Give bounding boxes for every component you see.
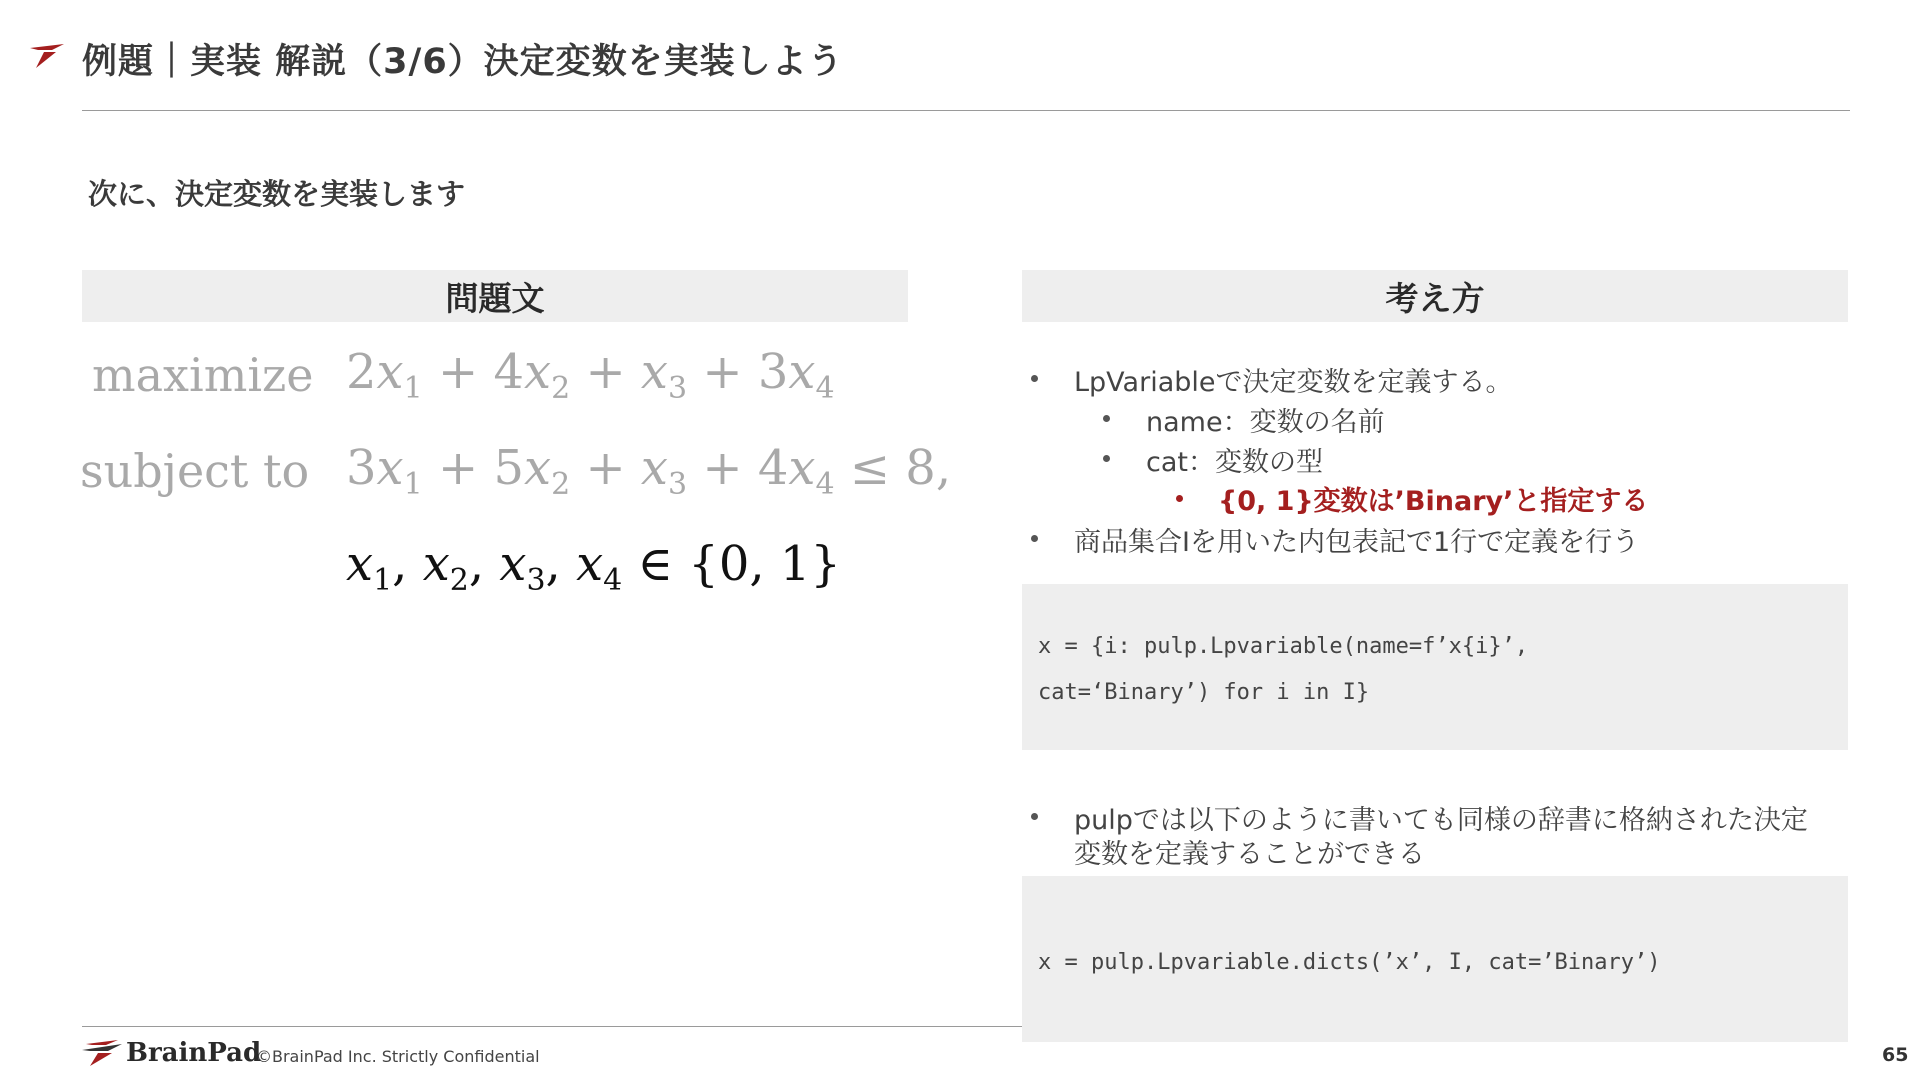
sub: 3	[668, 467, 688, 502]
var: x	[422, 536, 450, 592]
sub: 4	[603, 563, 623, 598]
sub: 2	[449, 563, 469, 598]
coef: + 3	[702, 344, 789, 400]
constraint-expression	[346, 440, 952, 502]
bullet-name-arg: name：変数の名前	[1146, 407, 1385, 438]
var: x	[346, 536, 374, 592]
sub: 2	[551, 467, 571, 502]
rhs: ≤ 8,	[849, 440, 952, 496]
var: x	[524, 344, 552, 400]
var: x	[788, 440, 816, 496]
coef: + 4	[437, 344, 524, 400]
slide-subtitle: 次に、決定変数を実装します	[88, 177, 466, 211]
coef: +	[585, 440, 641, 496]
bullet-dicts-line1: pulpでは以下のように書いても同様の辞書に格納された決定	[1074, 805, 1808, 836]
sep: ,	[545, 536, 577, 592]
var: x	[376, 344, 404, 400]
code-block-comprehension	[1022, 584, 1848, 750]
bullet-dicts-line2: 変数を定義することができる	[1074, 839, 1425, 870]
coef: + 4	[702, 440, 789, 496]
bullet-lpvariable: LpVariableで決定変数を定義する。	[1074, 367, 1513, 398]
bullet-icon	[1176, 495, 1183, 502]
var: x	[499, 536, 527, 592]
sub: 2	[551, 371, 571, 406]
footer-brand: BrainPad	[126, 1038, 262, 1068]
page-title: 例題｜実装 解説（3/6）決定変数を実装しよう	[82, 42, 844, 82]
coef: 2	[346, 344, 377, 400]
bullet-icon	[1031, 375, 1038, 382]
approach-heading-label: 考え方	[1385, 278, 1485, 318]
var: x	[524, 440, 552, 496]
sep: ,	[468, 536, 500, 592]
sub: 3	[668, 371, 688, 406]
page-number: 65	[1882, 1044, 1909, 1066]
set: ∈ {0, 1}	[637, 536, 841, 592]
objective-expression	[346, 344, 835, 406]
var: x	[576, 536, 604, 592]
brand-logo-icon	[30, 44, 66, 70]
sub: 1	[373, 563, 393, 598]
var: x	[640, 440, 668, 496]
brainpad-logo-icon	[82, 1040, 126, 1066]
var: x	[788, 344, 816, 400]
bullet-icon	[1031, 535, 1038, 542]
sub: 1	[403, 371, 423, 406]
code-line: x = {i: pulp.Lpvariable(name=f’x{i}’,	[1038, 634, 1529, 659]
bullet-icon	[1103, 415, 1110, 422]
sep: ,	[392, 536, 423, 592]
bullet-icon	[1031, 813, 1038, 820]
bullet-comprehension: 商品集合Iを用いた内包表記で1行で定義を行う	[1074, 527, 1640, 558]
maximize-keyword: maximize	[92, 348, 314, 402]
var: x	[376, 440, 404, 496]
sub: 1	[403, 467, 423, 502]
title-divider	[82, 110, 1850, 111]
footer-divider	[82, 1026, 1022, 1027]
var: x	[640, 344, 668, 400]
sub: 3	[526, 563, 546, 598]
coef: 3	[346, 440, 377, 496]
bullet-icon	[1103, 455, 1110, 462]
code-line: cat=‘Binary’) for i in I}	[1038, 680, 1370, 705]
coef: + 5	[437, 440, 524, 496]
copyright-text: ©BrainPad Inc. Strictly Confidential	[256, 1047, 540, 1066]
domain-expression	[346, 536, 841, 598]
bullet-binary-note: {0, 1}変数は’Binary’と指定する	[1218, 486, 1649, 517]
approach-panel-heading	[1022, 270, 1848, 322]
code-line: x = pulp.Lpvariable.dicts(’x’, I, cat=’Binary’)	[1038, 950, 1661, 975]
coef: +	[585, 344, 641, 400]
problem-heading-label: 問題文	[445, 278, 545, 318]
sub: 4	[815, 467, 835, 502]
bullet-cat-arg: cat：変数の型	[1146, 447, 1323, 478]
problem-panel-heading	[82, 270, 908, 322]
sub: 4	[815, 371, 835, 406]
subject-to-keyword: subject to	[80, 444, 310, 498]
